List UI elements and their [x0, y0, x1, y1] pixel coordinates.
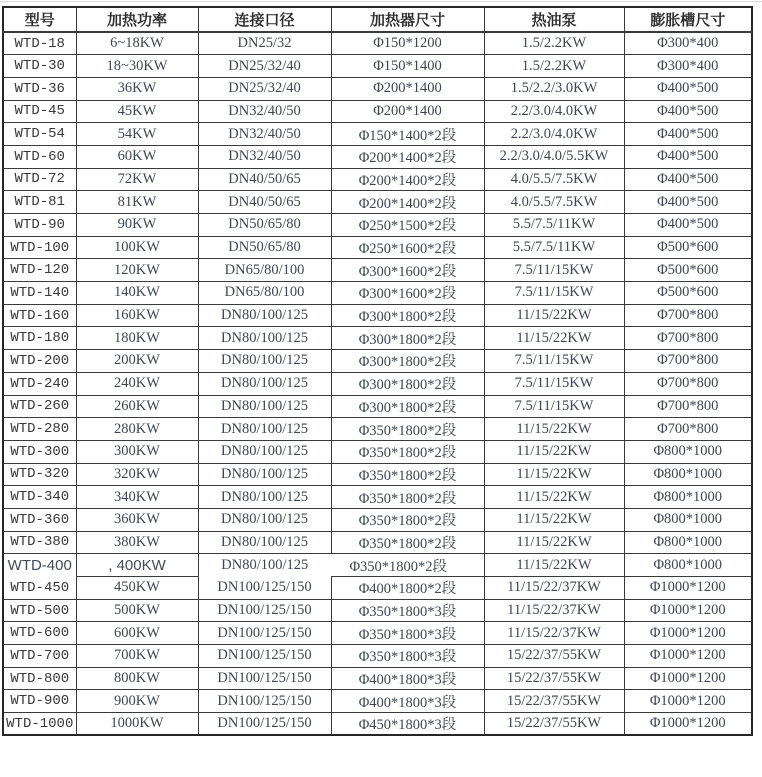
cell-heater-size: Φ200*1400*2段: [331, 191, 484, 214]
cell-oil-pump: 1.5/2.2KW: [484, 32, 624, 55]
cell-heater-size: Φ300*1800*2段: [331, 350, 484, 373]
cell-oil-pump: 11/15/22KW: [484, 440, 624, 463]
cell-heating-power: 140KW: [76, 282, 198, 305]
table-row: [3, 32, 752, 55]
cell-expansion-tank: Φ800*1000: [624, 554, 752, 577]
cell-connection-diameter: DN32/40/50: [198, 123, 331, 146]
cell-model: WTD-300: [3, 440, 76, 463]
header-row: [3, 7, 752, 32]
cell-heating-power: 500KW: [76, 599, 198, 622]
cell-heater-size: Φ350*1800*2段: [331, 508, 484, 531]
cell-oil-pump: 11/15/22KW: [484, 531, 624, 554]
cell-connection-diameter: DN40/50/65: [198, 168, 331, 191]
cell-model: WTD-60: [3, 145, 76, 168]
cell-model: WTD-36: [3, 77, 76, 100]
table-row: [3, 440, 752, 463]
cell-connection-diameter: DN80/100/125: [198, 463, 331, 486]
cell-model: WTD-900: [3, 690, 76, 713]
cell-connection-diameter: DN100/125/150: [198, 667, 331, 690]
cell-oil-pump: 2.2/3.0/4.0KW: [484, 100, 624, 123]
cell-oil-pump: 11/15/22KW: [484, 508, 624, 531]
cell-connection-diameter: DN25/32/40: [198, 55, 331, 78]
cell-heating-power: 18~30KW: [76, 55, 198, 78]
table-row: [3, 77, 752, 100]
cell-heating-power: 900KW: [76, 690, 198, 713]
cell-oil-pump: 11/15/22KW: [484, 486, 624, 509]
cell-oil-pump: 11/15/22KW: [484, 304, 624, 327]
cell-oil-pump: 15/22/37/55KW: [484, 667, 624, 690]
cell-heater-size: Φ300*1800*2段: [331, 372, 484, 395]
table-row: [3, 55, 752, 78]
table-row: [3, 622, 752, 645]
cell-oil-pump: 15/22/37/55KW: [484, 645, 624, 668]
cell-model: WTD-800: [3, 667, 76, 690]
cell-heating-power: 360KW: [76, 508, 198, 531]
table-row: [3, 145, 752, 168]
cell-connection-diameter: DN100/125/150: [198, 645, 331, 668]
table-row: [3, 123, 752, 146]
table-row: [3, 168, 752, 191]
cell-model: WTD-360: [3, 508, 76, 531]
column-header-expansion-tank: 膨胀槽尺寸: [624, 7, 752, 32]
cell-expansion-tank: Φ800*1000: [624, 531, 752, 554]
cell-expansion-tank: Φ500*600: [624, 282, 752, 305]
cell-model: WTD-1000: [3, 713, 76, 736]
cell-connection-diameter: DN100/125/150: [198, 713, 331, 736]
cell-model: WTD-400: [3, 554, 76, 577]
table-row: [3, 418, 752, 441]
cell-heating-power: 700KW: [76, 645, 198, 668]
cell-connection-diameter: DN100/125/150: [198, 690, 331, 713]
cell-connection-diameter: DN100/125/150: [198, 577, 331, 600]
table-row: [3, 667, 752, 690]
table-row: [3, 508, 752, 531]
cell-heating-power: 45KW: [76, 100, 198, 123]
cell-model: WTD-320: [3, 463, 76, 486]
cell-oil-pump: 2.2/3.0/4.0KW: [484, 123, 624, 146]
cell-oil-pump: 11/15/22/37KW: [484, 622, 624, 645]
cell-model: WTD-160: [3, 304, 76, 327]
cell-expansion-tank: Φ500*600: [624, 259, 752, 282]
table-row: [3, 191, 752, 214]
cell-connection-diameter: DN80/100/125: [198, 418, 331, 441]
cell-heating-power: 280KW: [76, 418, 198, 441]
cell-heating-power: 54KW: [76, 123, 198, 146]
cell-oil-pump: 11/15/22KW: [484, 554, 624, 577]
cell-heater-size: Φ450*1800*3段: [331, 713, 484, 736]
cell-connection-diameter: DN80/100/125: [198, 304, 331, 327]
cell-heater-size: Φ200*1400*2段: [331, 145, 484, 168]
cell-heating-power: 600KW: [76, 622, 198, 645]
cell-expansion-tank: Φ700*800: [624, 418, 752, 441]
table-row: [3, 554, 752, 577]
top-divider: [0, 1, 762, 2]
cell-oil-pump: 11/15/22KW: [484, 418, 624, 441]
cell-expansion-tank: Φ1000*1200: [624, 690, 752, 713]
table-row: [3, 486, 752, 509]
cell-connection-diameter: DN32/40/50: [198, 145, 331, 168]
cell-connection-diameter: DN32/40/50: [198, 100, 331, 123]
cell-model: WTD-72: [3, 168, 76, 191]
cell-connection-diameter: DN25/32: [198, 32, 331, 55]
cell-heating-power: 450KW: [76, 577, 198, 600]
cell-model: WTD-180: [3, 327, 76, 350]
cell-heater-size: Φ400*1800*2段: [331, 577, 484, 600]
cell-heating-power: 340KW: [76, 486, 198, 509]
cell-heater-size: Φ250*1600*2段: [331, 236, 484, 259]
cell-heater-size: Φ150*1400: [331, 55, 484, 78]
cell-connection-diameter: DN50/65/80: [198, 214, 331, 237]
cell-expansion-tank: Φ1000*1200: [624, 577, 752, 600]
cell-heating-power: 380KW: [76, 531, 198, 554]
cell-expansion-tank: Φ400*500: [624, 145, 752, 168]
cell-heater-size: Φ350*1800*2段: [331, 463, 484, 486]
cell-heater-size: Φ150*1200: [331, 32, 484, 55]
cell-heating-power: 6~18KW: [76, 32, 198, 55]
cell-heating-power: 60KW: [76, 145, 198, 168]
cell-connection-diameter: DN80/100/125: [198, 508, 331, 531]
table-row: [3, 327, 752, 350]
table-row: [3, 100, 752, 123]
cell-heating-power: 800KW: [76, 667, 198, 690]
cell-heater-size: Φ300*1800*2段: [331, 327, 484, 350]
cell-expansion-tank: Φ1000*1200: [624, 622, 752, 645]
cell-connection-diameter: DN80/100/125: [198, 395, 331, 418]
cell-model: WTD-500: [3, 599, 76, 622]
cell-oil-pump: 1.5/2.2KW: [484, 55, 624, 78]
cell-model: WTD-54: [3, 123, 76, 146]
cell-heating-power: 100KW: [76, 236, 198, 259]
cell-heating-power: 240KW: [76, 372, 198, 395]
cell-connection-diameter: DN80/100/125: [198, 554, 331, 577]
cell-expansion-tank: Φ1000*1200: [624, 645, 752, 668]
cell-heater-size: Φ350*1800*2段: [331, 554, 484, 577]
cell-heater-size: Φ350*1800*3段: [331, 645, 484, 668]
cell-expansion-tank: Φ800*1000: [624, 440, 752, 463]
cell-expansion-tank: Φ700*800: [624, 350, 752, 373]
cell-model: WTD-240: [3, 372, 76, 395]
cell-heater-size: Φ300*1600*2段: [331, 282, 484, 305]
cell-heater-size: Φ400*1800*3段: [331, 667, 484, 690]
table-row: [3, 690, 752, 713]
column-header-heating-power: 加热功率: [76, 7, 198, 32]
cell-expansion-tank: Φ700*800: [624, 372, 752, 395]
cell-heater-size: Φ300*1600*2段: [331, 259, 484, 282]
cell-heater-size: Φ350*1800*3段: [331, 599, 484, 622]
cell-heater-size: Φ300*1800*2段: [331, 395, 484, 418]
table-row: [3, 282, 752, 305]
cell-expansion-tank: Φ400*500: [624, 123, 752, 146]
cell-oil-pump: 4.0/5.5/7.5KW: [484, 168, 624, 191]
cell-oil-pump: 5.5/7.5/11KW: [484, 214, 624, 237]
cell-heater-size: Φ300*1800*2段: [331, 304, 484, 327]
cell-connection-diameter: DN80/100/125: [198, 350, 331, 373]
cell-expansion-tank: Φ300*400: [624, 55, 752, 78]
cell-oil-pump: 11/15/22KW: [484, 327, 624, 350]
cell-oil-pump: 7.5/11/15KW: [484, 395, 624, 418]
cell-model: WTD-140: [3, 282, 76, 305]
cell-model: WTD-260: [3, 395, 76, 418]
cell-heating-power: 90KW: [76, 214, 198, 237]
cell-expansion-tank: Φ800*1000: [624, 463, 752, 486]
cell-model: WTD-30: [3, 55, 76, 78]
cell-heating-power: 36KW: [76, 77, 198, 100]
cell-oil-pump: 15/22/37/55KW: [484, 713, 624, 736]
table-row: [3, 259, 752, 282]
cell-oil-pump: 7.5/11/15KW: [484, 282, 624, 305]
spec-table-body: [3, 32, 752, 735]
cell-model: WTD-450: [3, 577, 76, 600]
cell-heating-power: , 400KW: [76, 554, 198, 577]
table-row: [3, 645, 752, 668]
cell-expansion-tank: Φ400*500: [624, 214, 752, 237]
cell-model: WTD-120: [3, 259, 76, 282]
table-row: [3, 214, 752, 237]
cell-oil-pump: 7.5/11/15KW: [484, 372, 624, 395]
cell-model: WTD-280: [3, 418, 76, 441]
product-spec-table: [2, 6, 753, 736]
table-row: [3, 236, 752, 259]
table-row: [3, 350, 752, 373]
cell-expansion-tank: Φ300*400: [624, 32, 752, 55]
cell-oil-pump: 7.5/11/15KW: [484, 350, 624, 373]
cell-expansion-tank: Φ800*1000: [624, 486, 752, 509]
cell-model: WTD-100: [3, 236, 76, 259]
table-row: [3, 577, 752, 600]
cell-heating-power: 200KW: [76, 350, 198, 373]
table-row: [3, 372, 752, 395]
cell-oil-pump: 11/15/22/37KW: [484, 599, 624, 622]
table-row: [3, 599, 752, 622]
cell-expansion-tank: Φ700*800: [624, 327, 752, 350]
cell-model: WTD-600: [3, 622, 76, 645]
cell-expansion-tank: Φ400*500: [624, 191, 752, 214]
cell-heater-size: Φ200*1400: [331, 77, 484, 100]
cell-model: WTD-18: [3, 32, 76, 55]
cell-heating-power: 120KW: [76, 259, 198, 282]
cell-connection-diameter: DN100/125/150: [198, 622, 331, 645]
table-row: [3, 463, 752, 486]
cell-heater-size: Φ200*1400: [331, 100, 484, 123]
cell-heating-power: 1000KW: [76, 713, 198, 736]
cell-heating-power: 180KW: [76, 327, 198, 350]
cell-model: WTD-45: [3, 100, 76, 123]
cell-oil-pump: 15/22/37/55KW: [484, 690, 624, 713]
cell-connection-diameter: DN100/125/150: [198, 599, 331, 622]
cell-heater-size: Φ250*1500*2段: [331, 214, 484, 237]
cell-heating-power: 300KW: [76, 440, 198, 463]
cell-expansion-tank: Φ800*1000: [624, 508, 752, 531]
cell-heater-size: Φ400*1800*3段: [331, 690, 484, 713]
cell-connection-diameter: DN80/100/125: [198, 440, 331, 463]
table-row: [3, 713, 752, 736]
cell-connection-diameter: DN25/32/40: [198, 77, 331, 100]
column-header-heater-size: 加热器尺寸: [331, 7, 484, 32]
cell-oil-pump: 11/15/22/37KW: [484, 577, 624, 600]
cell-expansion-tank: Φ400*500: [624, 77, 752, 100]
cell-heater-size: Φ350*1800*3段: [331, 622, 484, 645]
cell-heating-power: 320KW: [76, 463, 198, 486]
cell-expansion-tank: Φ500*600: [624, 236, 752, 259]
cell-oil-pump: 7.5/11/15KW: [484, 259, 624, 282]
cell-connection-diameter: DN65/80/100: [198, 282, 331, 305]
cell-heating-power: 81KW: [76, 191, 198, 214]
cell-connection-diameter: DN80/100/125: [198, 327, 331, 350]
cell-expansion-tank: Φ700*800: [624, 395, 752, 418]
cell-connection-diameter: DN50/65/80: [198, 236, 331, 259]
cell-heater-size: Φ350*1800*2段: [331, 531, 484, 554]
cell-connection-diameter: DN40/50/65: [198, 191, 331, 214]
cell-expansion-tank: Φ1000*1200: [624, 713, 752, 736]
cell-heating-power: 72KW: [76, 168, 198, 191]
cell-oil-pump: 1.5/2.2/3.0KW: [484, 77, 624, 100]
cell-model: WTD-81: [3, 191, 76, 214]
table-row: [3, 531, 752, 554]
cell-model: WTD-340: [3, 486, 76, 509]
column-header-model: 型号: [3, 7, 76, 32]
cell-model: WTD-200: [3, 350, 76, 373]
cell-heating-power: 160KW: [76, 304, 198, 327]
cell-expansion-tank: Φ700*800: [624, 304, 752, 327]
cell-oil-pump: 11/15/22KW: [484, 463, 624, 486]
cell-connection-diameter: DN80/100/125: [198, 531, 331, 554]
cell-heater-size: Φ200*1400*2段: [331, 168, 484, 191]
table-row: [3, 304, 752, 327]
cell-oil-pump: 2.2/3.0/4.0/5.5KW: [484, 145, 624, 168]
cell-connection-diameter: DN80/100/125: [198, 372, 331, 395]
cell-model: WTD-90: [3, 214, 76, 237]
cell-expansion-tank: Φ1000*1200: [624, 667, 752, 690]
cell-connection-diameter: DN65/80/100: [198, 259, 331, 282]
cell-expansion-tank: Φ400*500: [624, 168, 752, 191]
column-header-oil-pump: 热油泵: [484, 7, 624, 32]
cell-heater-size: Φ350*1800*2段: [331, 418, 484, 441]
cell-heater-size: Φ350*1800*2段: [331, 440, 484, 463]
cell-connection-diameter: DN80/100/125: [198, 486, 331, 509]
cell-model: WTD-380: [3, 531, 76, 554]
cell-heater-size: Φ350*1800*2段: [331, 486, 484, 509]
cell-oil-pump: 4.0/5.5/7.5KW: [484, 191, 624, 214]
column-header-connection-diameter: 连接口径: [198, 7, 331, 32]
table-row: [3, 395, 752, 418]
cell-expansion-tank: Φ400*500: [624, 100, 752, 123]
cell-model: WTD-700: [3, 645, 76, 668]
cell-expansion-tank: Φ1000*1200: [624, 599, 752, 622]
cell-oil-pump: 5.5/7.5/11KW: [484, 236, 624, 259]
cell-heater-size: Φ150*1400*2段: [331, 123, 484, 146]
table-header: [3, 7, 752, 32]
cell-heating-power: 260KW: [76, 395, 198, 418]
